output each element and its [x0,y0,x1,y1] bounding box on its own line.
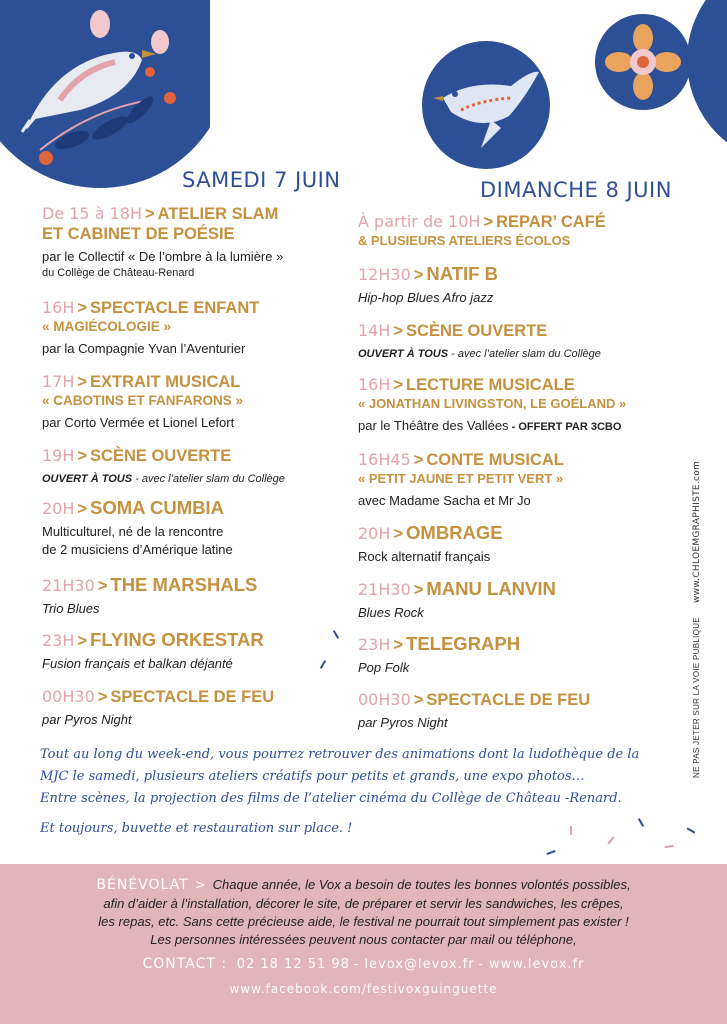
event-flying-orkestar: 23H > FLYING ORKESTAR Fusion français et balkan déjanté [42,629,264,671]
event-name: ATELIER SLAM [157,205,279,223]
event-desc-cont: du Collège de Château-Renard [42,267,195,279]
confetti [664,845,673,849]
confetti [570,826,572,835]
side-credits [692,460,706,778]
event-time: De 15 à 18H [42,204,142,223]
designer-credit: www.CHLOEMGRAPHISTE.com [692,460,702,603]
contact-phone: 02 18 12 51 98 [236,957,350,972]
weekend-note: Tout au long du week-end, vous pourrez retrouver des animations dont la ludothèque de la MJC le samedi, plusieurs ateliers créatifs pour petits et grands, une expo photos… Entre scènes, la projection des films de l’atelier cinéma du Collège de Château -Renard. Et toujours, buvette et restauration sur place. ! [40,747,640,836]
legal-notice: NE PAS JETER SUR LA VOIE PUBLIQUE [692,617,701,778]
event-repar-cafe: À partir de 10H > REPAR’ CAFÉ & PLUSIEURS ATELIERS ÉCOLOS [358,212,606,248]
event-lecture-musicale: 16H > LECTURE MUSICALE « JONATHAN LIVINGSTON, LE GOÉLAND » par le Théâtre des Vallées - OFFERT PAR 3CBO [358,375,627,433]
contact-label: CONTACT : [142,956,228,972]
event-spectacle-de-feu: 00H30 > SPECTACLE DE FEU par Pyros Night [42,687,275,727]
event-natif-b: 12H30 > NATIF B Hip-hop Blues Afro jazz [358,263,498,305]
volunteer-footer: BÉNÉVOLAT > Chaque année, le Vox a besoin de toutes les bonnes volontés possibles, afin d’aider à l’installation, décorer le site, de préparer et servir les sandwiches, les crêpes, les repas, etc. Sans cette précieuse aide, le festival ne pourrait tout simplement pas exister ! Les personnes intéressées peuvent nous contacter par mail ou téléphone, CONTACT : 02 18 12 51 98 - levox@levox.fr - www.levox.fr www.facebook.com/festivoxguinguette [0,864,727,1024]
event-ombrage: 20H > OMBRAGE Rock alternatif français [358,522,503,564]
event-name-cont: ET CABINET DE POÉSIE [42,225,235,243]
event-manu-lanvin: 21H30 > MANU LANVIN Blues Rock [358,578,556,620]
event-atelier-slam: De 15 à 18H > ATELIER SLAM ET CABINET DE POÉSIE par le Collectif « De l’ombre à la lumière » du Collège de Château-Renard [42,204,372,280]
event-extrait-musical: 17H > EXTRAIT MUSICAL « CABOTINS ET FANFARONS » par Corto Vermée et Lionel Lefort [42,372,244,430]
contact-website[interactable]: www.levox.fr [489,957,585,972]
event-scene-ouverte-dim: 14H > SCÈNE OUVERTE OUVERT À TOUS - avec l’atelier slam du Collège [358,321,601,360]
event-desc: par le Collectif « De l’ombre à la lumière » [42,249,284,264]
event-subtitle: « MAGIÉCOLOGIE » [42,319,172,334]
saturday-title: SAMEDI 7 JUIN [182,168,341,192]
dove-illustration [421,40,551,170]
event-soma-cumbia: 20H > SOMA CUMBIA Multiculturel, né de la rencontre de 2 musiciens d’Amérique latine [42,497,233,557]
benevolat-label: BÉNÉVOLAT [96,877,189,893]
facebook-link[interactable]: www.facebook.com/festivoxguinguette [229,982,498,996]
right-edge-circle [682,0,727,170]
event-spectacle-enfant: 16H > SPECTACLE ENFANT « MAGIÉCOLOGIE » par la Compagnie Yvan l’Aventurier [42,298,372,358]
event-the-marshals: 21H30 > THE MARSHALS Trio Blues [42,574,258,616]
contact-email[interactable]: levox@levox.fr [364,957,475,972]
flower-ornament [593,12,693,112]
event-spectacle-de-feu-dim: 00H30 > SPECTACLE DE FEU par Pyros Night [358,690,591,730]
event-conte-musical: 16H45 > CONTE MUSICAL « PETIT JAUNE ET PETIT VERT » avec Madame Sacha et Mr Jo [358,450,564,508]
confetti [546,850,555,855]
event-scene-ouverte: 19H > SCÈNE OUVERTE OUVERT À TOUS - avec l’atelier slam du Collège [42,446,285,485]
sunday-title: DIMANCHE 8 JUIN [480,178,672,202]
bird-illustration [0,0,210,190]
event-telegraph: 23H > TELEGRAPH Pop Folk [358,633,521,675]
